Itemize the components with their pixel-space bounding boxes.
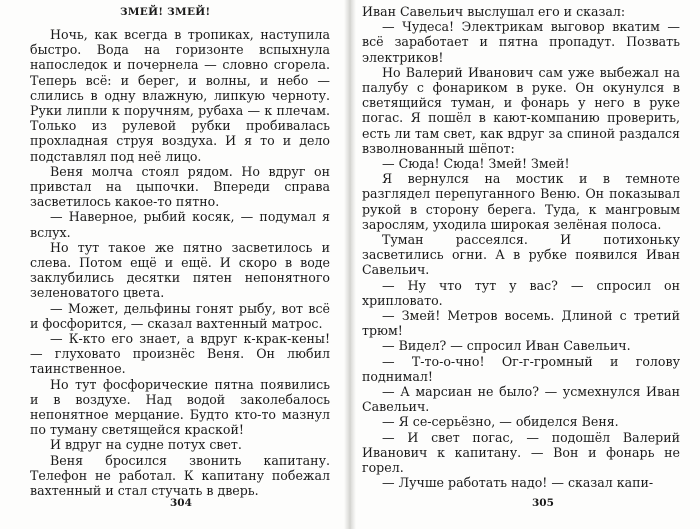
paragraph: — Я се-серьёзно, — обиделся Веня. xyxy=(382,414,619,430)
paragraph: Иван Савельич выслушал его и сказал: xyxy=(362,4,626,19)
paragraph: Веня бросился звонить капитану. Телефон не работал. К капитану побежал вахтенный и стал стучать в дверь. xyxy=(30,452,330,499)
paragraph: — Змей! Метров восемь. Длиной с третий трюм! xyxy=(362,308,680,339)
page-number: 305 xyxy=(532,497,554,509)
paragraph: Я вернулся на мостик и в темноте разглядел перепуганного Веню. Он показывал рукой в сторону берега. Туда, к мангровым зарослям, уходила широкая зелёная полоса. xyxy=(362,171,680,232)
right-page xyxy=(354,0,700,529)
paragraph: — Сюда! Сюда! Змей! Змей! xyxy=(382,156,570,172)
paragraph: — Ну что тут у вас? — спросил он хрипловато. xyxy=(362,277,680,308)
running-head: ЗМЕЙ! ЗМЕЙ! xyxy=(120,6,211,18)
left-page-text xyxy=(30,27,330,498)
paragraph: — Может, дельфины гонят рыбу, вот всё и фосфорится, — сказал вахтенный матрос. xyxy=(30,300,330,331)
paragraph: — Чудеса! Электрикам выговор вкатим — всё заработает и пятна пропадут. Позвать электриков! xyxy=(362,19,680,65)
paragraph: Но тут фосфорические пятна появились и в воздухе. Над водой заколебалось непонятное мерцание. Будто кто-то мазнул по туману светящейся краской! xyxy=(30,376,330,438)
page-number: 304 xyxy=(170,497,192,509)
paragraph: Ночь, как всегда в тропиках, наступила быстро. Вода на горизонте вспыхнула напоследок и почернела — словно сгорела. Теперь всё: и берег, и волны, и небо — слились в одну влажную, липкую черноту. Руки липли к поручням, рубаха — к плечам. Только из рулевой рубки пробивалась прохладная струя воздуха. И я то и дело подставлял под неё лицо. xyxy=(30,27,330,164)
paragraph: — Видел? — спросил Иван Савельич. xyxy=(382,338,631,354)
paragraph: — Наверное, рыбий косяк, — подумал я вслух. xyxy=(30,209,330,240)
paragraph: — К-кто его знает, а вдруг к-крак-кены! — глуховато произнёс Веня. Он любил таинственное. xyxy=(30,331,330,377)
paragraph: Но тут такое же пятно засветилось и слева. Потом ещё и ещё. И скоро в воде заклубились десятки пятен непонятного зеленоватого цвета. xyxy=(30,239,330,301)
paragraph: — Лучше работать надо! — сказал капи- xyxy=(382,475,654,491)
paragraph: И вдруг на судне потух свет. xyxy=(50,437,242,453)
left-page xyxy=(0,0,346,529)
paragraph: Туман рассеялся. И потихоньку засветились огни. А в рубке появился Иван Савельич. xyxy=(362,232,680,278)
paragraph: — Т-то-о-чно! Ог-г-громный и голову поднимал! xyxy=(362,353,680,384)
paragraph: Но Валерий Иванович сам уже выбежал на палубу с фонариком в руке. Он окунулся в светящийся туман, и фонарь у него в руке погас. Я пошёл в кают-компанию проверить, есть ли там свет, как вдруг за спиной раздался взволнованный шёпот: xyxy=(362,64,680,156)
right-page-text xyxy=(362,4,680,491)
paragraph: — А марсиан не было? — усмехнулся Иван Савельич. xyxy=(362,384,680,415)
paragraph: Веня молча стоял рядом. Но вдруг он привстал на цыпочки. Впереди справа засветилось какое-то пятно. xyxy=(30,163,330,210)
paragraph: — И свет погас, — подошёл Валерий Иванович к капитану. — Вон и фонарь не горел. xyxy=(362,429,680,476)
